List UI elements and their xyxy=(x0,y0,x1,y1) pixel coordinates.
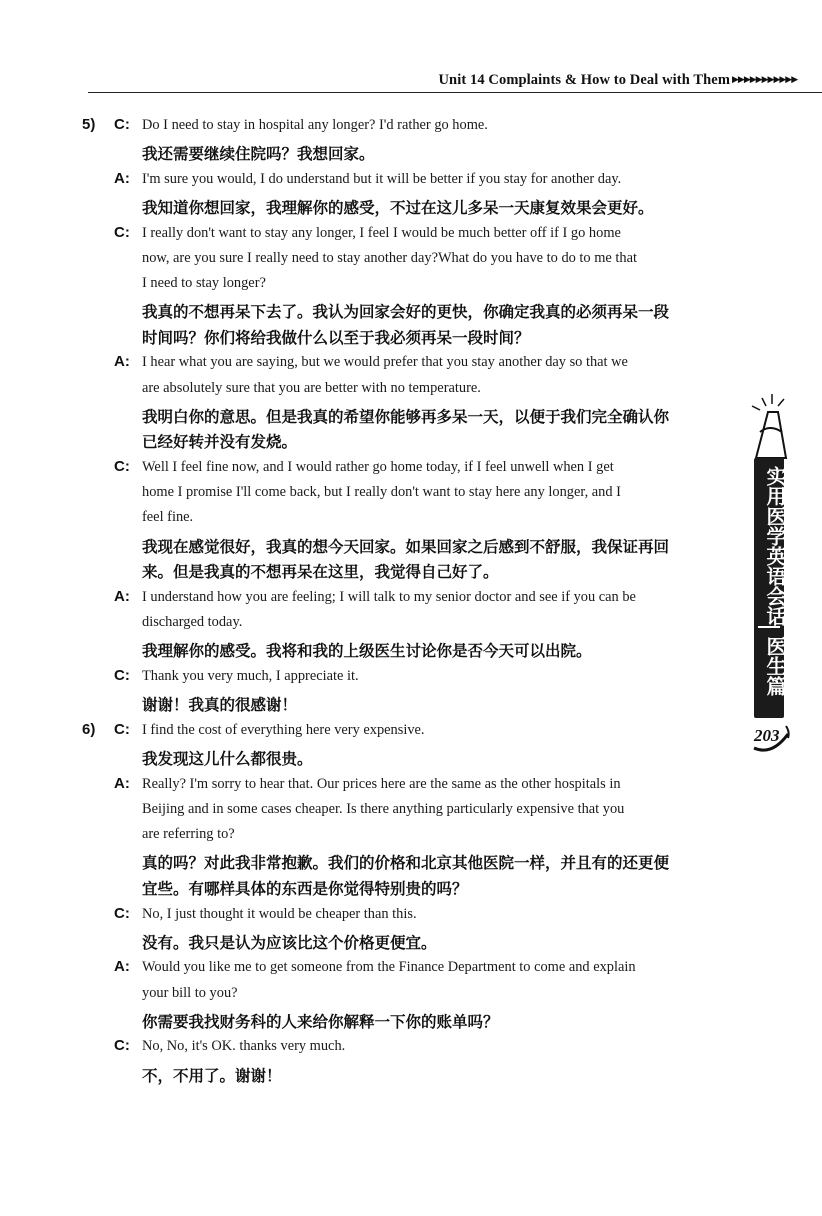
english-line: discharged today. xyxy=(142,614,243,630)
english-line: Really? I'm sorry to hear that. Our prices here are the same as the other hospitals in xyxy=(142,775,621,792)
chinese-translation: 不，不用了。谢谢！ xyxy=(142,1066,282,1085)
english-line: now, are you sure I really need to stay another day?What do you have to do to me that xyxy=(142,249,637,266)
running-title: Unit 14 Complaints & How to Deal with Them xyxy=(438,72,730,88)
speaker-label: C: xyxy=(114,904,130,922)
speaker-label: C: xyxy=(114,223,130,241)
english-line: Would you like me to get someone from the Finance Department to come and explain xyxy=(142,959,636,976)
speaker-label: C: xyxy=(114,666,130,684)
header-arrows-decoration: ▶▶▶▶▶▶▶▶▶▶▶ xyxy=(732,75,798,85)
english-line: Beijing and in some cases cheaper. Is there anything particularly expensive that you xyxy=(142,801,625,817)
page-number: 203 xyxy=(754,726,780,745)
english-line: feel fine. xyxy=(142,509,194,526)
english-line: I find the cost of everything here very expensive. xyxy=(142,722,425,738)
speaker-label: C: xyxy=(114,116,130,133)
english-line: home I promise I'll come back, but I really don't want to stay here any longer, and I xyxy=(142,484,621,501)
dialogue-number: 5) xyxy=(82,116,96,133)
speaker-label: A: xyxy=(114,958,130,976)
english-line: Well I feel fine now, and I would rather go home today, if I feel unwell when I get xyxy=(142,459,614,475)
tab-separator xyxy=(758,626,780,628)
english-line: are referring to? xyxy=(142,826,235,843)
book-subtitle: 医生篇 xyxy=(763,636,787,696)
dialogue-number: 6) xyxy=(82,721,96,738)
chinese-translation: 没有。我只是认为应该比这个价格更便宜。 xyxy=(142,933,437,952)
english-line: I understand how you are feeling; I will talk to my senior doctor and see if you can be xyxy=(142,588,636,605)
speaker-label: C: xyxy=(114,1037,130,1055)
side-tab-panel xyxy=(754,458,787,718)
english-line: I hear what you are saying, but we would prefer that you stay another day so that we xyxy=(142,354,628,371)
book-title: 实用医学英语会话 xyxy=(763,466,787,626)
english-line: No, I just thought it would be cheaper than this. xyxy=(142,905,417,922)
chinese-translation: 我理解你的感受。我将和我的上级医生讨论你是否今天可以出院。 xyxy=(142,642,592,661)
chinese-translation: 我知道你想回家，我理解你的感受，不过在这儿多呆一天康复效果会更好。 xyxy=(142,199,654,217)
chinese-translation: 我还需要继续住院吗？我想回家。 xyxy=(142,145,375,164)
chinese-translation: 我真的不想再呆下去了。我认为回家会好的更快，你确定我真的必须再呆一段 xyxy=(142,303,670,322)
english-line: I really don't want to stay any longer, I feel I would be much better off if I go home xyxy=(142,224,621,241)
english-line: are absolutely sure that you are better with no temperature. xyxy=(142,379,481,396)
chinese-translation: 时间吗？你们将给我做什么以至于我必须再呆一段时间？ xyxy=(142,328,530,347)
english-line: No, No, it's OK. thanks very much. xyxy=(142,1038,346,1055)
chinese-translation: 宜些。有哪样具体的东西是你觉得特别贵的吗？ xyxy=(142,880,468,898)
page-number-badge xyxy=(752,722,790,752)
english-line: I need to stay longer? xyxy=(142,275,266,291)
side-tab xyxy=(748,392,792,762)
chinese-translation: 来。但是我真的不想再呆在这里，我觉得自己好了。 xyxy=(142,563,499,582)
megaphone-icon xyxy=(748,392,792,462)
english-line: Thank you very much, I appreciate it. xyxy=(142,667,359,684)
chinese-translation: 真的吗？对此我非常抱歉。我们的价格和北京其他医院一样，并且有的还更便 xyxy=(142,854,670,873)
english-line: Do I need to stay in hospital any longer? I'd rather go home. xyxy=(142,117,488,133)
speaker-label: A: xyxy=(114,353,130,371)
chinese-translation: 我发现这儿什么都很贵。 xyxy=(142,750,313,769)
chinese-translation: 我现在感觉很好，我真的想今天回家。如果回家之后感到不舒服，我保证再回 xyxy=(142,537,670,556)
chinese-translation: 谢谢！我真的很感谢！ xyxy=(142,696,298,714)
english-line: your bill to you? xyxy=(142,984,238,1001)
chinese-translation: 已经好转并没有发烧。 xyxy=(142,433,298,452)
speaker-label: C: xyxy=(114,458,130,475)
speaker-label: C: xyxy=(114,721,130,738)
english-line: I'm sure you would, I do understand but it will be better if you stay for another day. xyxy=(142,170,622,187)
speaker-label: A: xyxy=(114,169,130,187)
speaker-label: A: xyxy=(114,587,130,605)
chinese-translation: 我明白你的意思。但是我真的希望你能够再多呆一天，以便于我们完全确认你 xyxy=(142,407,670,426)
chinese-translation: 你需要我找财务科的人来给你解释一下你的账单吗？ xyxy=(142,1012,499,1031)
speaker-label: A: xyxy=(114,774,130,792)
